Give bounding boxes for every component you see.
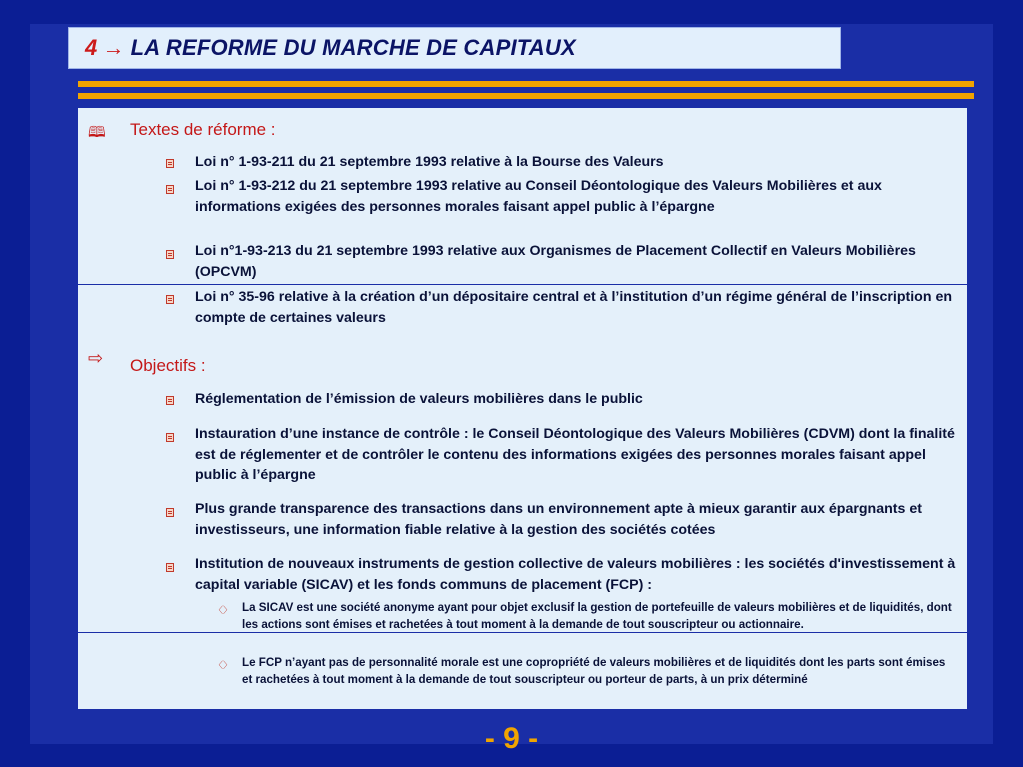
list-item: Loi n° 1-93-212 du 21 septembre 1993 relative au Conseil Déontologique des Valeurs Mobilières et aux informations exigées des personnes morales faisant appel public à l’épargne (195, 178, 882, 215)
bullet-icon (166, 508, 174, 517)
list-item: Plus grande transparence des transactions dans un environnement apte à mieux garantir aux épargnants et investisseurs, une information fiable relative à la gestion des sociétés cotées (195, 501, 922, 538)
bullet-icon (166, 295, 174, 304)
content-panel (78, 108, 967, 709)
sub-bullet-icon: 〈〉 (214, 605, 233, 615)
arrow-right-icon: → (102, 35, 125, 60)
bullet-icon (166, 159, 174, 168)
list-item: Loi n° 35-96 relative à la création d’un dépositaire central et à l’institution d’un régime général de l’inscription en compte de certaines valeurs (195, 289, 953, 326)
book-icon: 🕮 (88, 124, 106, 141)
section-heading: Objectifs : (130, 356, 206, 375)
page-number: - 9 - (484, 722, 539, 755)
title-number: 4 (85, 35, 98, 60)
section-heading: Textes de réforme : (130, 120, 276, 139)
list-item: Réglementation de l’émission de valeurs mobilières dans le public (195, 391, 643, 407)
sub-list-item: La SICAV est une société anonyme ayant pour objet exclusif la gestion de portefeuille de valeurs mobilières et de liquidités, dont les actions sont émises et rachetées à tout moment à la demande de tout souscripteur ou actionnaire. (242, 601, 952, 631)
bullet-icon (166, 433, 174, 442)
bullet-icon (166, 563, 174, 572)
title-underline-stripe (78, 93, 974, 99)
title-underline-stripe (78, 81, 974, 87)
title-text: LA REFORME DU MARCHE DE CAPITAUX (130, 35, 576, 60)
arrow-right-icon: ⇨ (88, 348, 104, 368)
slide-title-box (68, 27, 841, 69)
slide-title (85, 35, 576, 61)
list-item: Instauration d’une instance de contrôle : le Conseil Déontologique des Valeurs Mobilières (CDVM) dont la finalité est de réglementer et de contrôler le contenu des informations exigées des personnes morales faisant appel public à l’épargne (195, 426, 955, 483)
list-item: Institution de nouveaux instruments de gestion collective de valeurs mobilières : les sociétés d'investissement à capital variable (SICAV) et les fonds communs de placement (FCP) : (195, 556, 956, 593)
bullet-icon (166, 250, 174, 259)
sub-bullet-icon: 〈〉 (214, 660, 233, 670)
bullet-icon (166, 396, 174, 405)
divider-line (78, 284, 967, 285)
bullet-icon (166, 185, 174, 194)
list-item: Loi n° 1-93-211 du 21 septembre 1993 relative à la Bourse des Valeurs (195, 154, 664, 170)
list-item: Loi n°1-93-213 du 21 septembre 1993 relative aux Organismes de Placement Collectif en Valeurs Mobilières (OPCVM) (195, 243, 916, 280)
sub-list-item: Le FCP n’ayant pas de personnalité morale est une copropriété de valeurs mobilières et de liquidités dont les parts sont émises et rachetées à tout moment à la demande de tout souscripteur ou porteur de parts, à un prix déterminé (242, 656, 946, 686)
